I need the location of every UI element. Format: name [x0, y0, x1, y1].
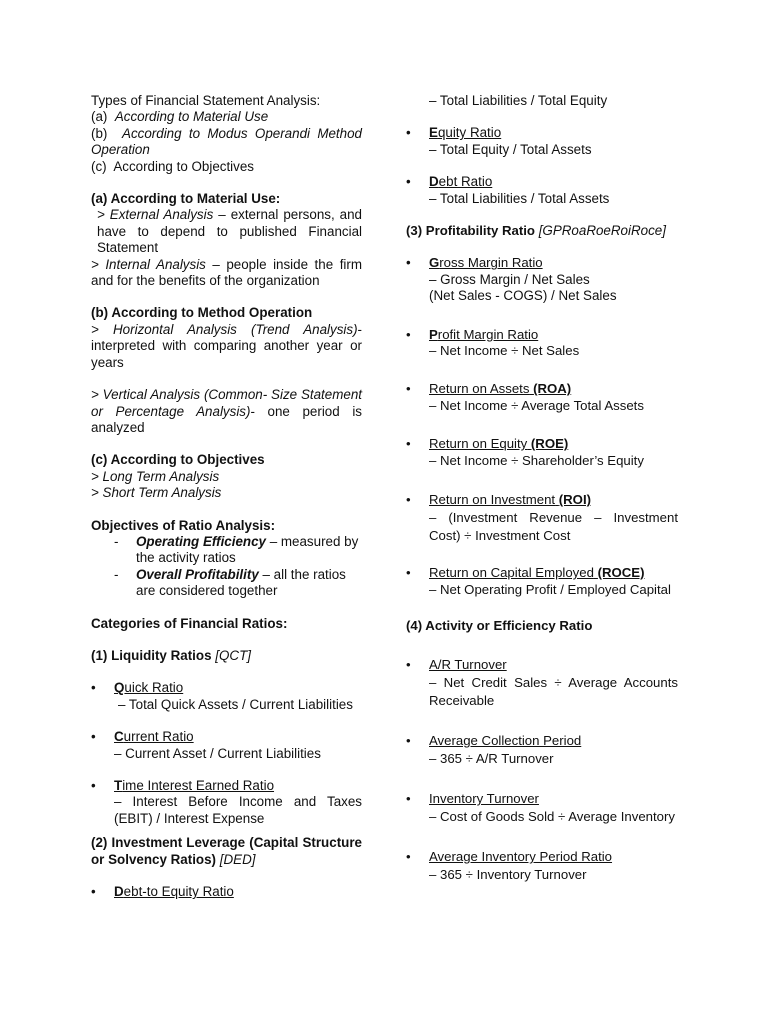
short-term-analysis: > Short Term Analysis	[91, 485, 222, 501]
type-item-b: (b) According to Modus Operandi Method Operation	[91, 125, 362, 158]
bullet-icon: •	[406, 436, 411, 452]
bullet-icon: •	[406, 174, 411, 190]
ratio-objectives-heading: Objectives of Ratio Analysis:	[91, 517, 276, 533]
return-on-equity: • Return on Equity (ROE) – Net Income ÷ Shareholder’s Equity	[406, 436, 644, 468]
bullet-icon: •	[406, 125, 411, 141]
quick-ratio: • Quick Ratio – Total Quick Assets / Current Liabilities	[91, 680, 353, 712]
return-on-capital-employed: • Return on Capital Employed (ROCE) – Net Operating Profit / Employed Capital	[406, 565, 671, 597]
intro-title: Types of Financial Statement Analysis:	[91, 93, 321, 108]
vertical-analysis: > Vertical Analysis (Common- Size Statement or Percentage Analysis)- one period is analyzed	[91, 387, 362, 435]
horizontal-analysis: > Horizontal Analysis (Trend Analysis)- interpreted with comparing another year or years	[91, 321, 362, 370]
method-heading: (b) According to Method Operation	[91, 305, 313, 321]
debt-ratio: • Debt Ratio – Total Liabilities / Total Assets	[406, 174, 610, 206]
bullet-icon: •	[406, 849, 411, 865]
long-term-analysis: > Long Term Analysis	[91, 468, 220, 484]
objectives-heading: (c) According to Objectives	[91, 452, 265, 468]
material-heading: (a) According to Material Use:	[91, 191, 281, 207]
time-interest-earned-ratio: • Time Interest Earned Ratio – Interest Before Income and Taxes (EBIT) / Interest Expense	[91, 778, 362, 826]
type-item-a: (a) According to Material Use	[91, 109, 269, 125]
list-item: - Overall Profitability – all the ratios are considered together	[114, 566, 346, 599]
type-item-c: (c) According to Objectives	[91, 158, 254, 174]
bullet-icon: •	[406, 381, 411, 397]
inventory-turnover: • Inventory Turnover – Cost of Goods Sold ÷ Average Inventory	[406, 791, 675, 825]
return-on-investment: • Return on Investment (ROI) – (Investment Revenue – Investment Cost) ÷ Investment Cost	[406, 492, 678, 544]
profit-margin-ratio: • Profit Margin Ratio – Net Income ÷ Net Sales	[406, 326, 580, 359]
leverage-heading: (2) Investment Leverage (Capital Structure or Solvency Ratios) [DED]	[91, 835, 362, 867]
bullet-icon: •	[91, 680, 96, 696]
activity-heading: (4) Activity or Efficiency Ratio	[406, 617, 593, 633]
profitability-heading: (3) Profitability Ratio [GPRoaRoeRoiRoce]	[406, 223, 666, 239]
left-column	[91, 93, 362, 900]
current-ratio: • Current Ratio – Current Asset / Current Liabilities	[91, 729, 321, 761]
debt-to-equity-formula: – Total Liabilities / Total Equity	[429, 93, 608, 108]
average-collection-period: • Average Collection Period – 365 ÷ A/R Turnover	[406, 733, 582, 767]
bullet-icon: •	[91, 729, 96, 745]
categories-heading: Categories of Financial Ratios:	[91, 615, 288, 631]
right-column	[406, 93, 678, 884]
gross-margin-ratio: • Gross Margin Ratio – Gross Margin / Net Sales (Net Sales - COGS) / Net Sales	[406, 255, 617, 304]
bullet-icon: •	[406, 565, 411, 581]
bullet-icon: •	[406, 326, 411, 342]
liquidity-heading: (1) Liquidity Ratios [QCT]	[91, 647, 251, 663]
debt-to-equity-ratio: • Debt-to Equity Ratio	[91, 884, 234, 900]
average-inventory-period-ratio: • Average Inventory Period Ratio – 365 ÷ Inventory Turnover	[406, 849, 613, 883]
bullet-icon: •	[406, 255, 411, 271]
bullet-icon: •	[406, 492, 411, 508]
bullet-icon: •	[406, 733, 411, 749]
equity-ratio: • Equity Ratio – Total Equity / Total Assets	[406, 125, 592, 157]
internal-analysis: > Internal Analysis – people inside the firm and for the benefits of the organization	[91, 256, 362, 289]
bullet-icon: •	[91, 778, 96, 793]
external-analysis: > External Analysis – external persons, and have to depend to published Financial Statement	[97, 207, 363, 256]
bullet-icon: •	[406, 791, 411, 807]
list-item: - Operating Efficiency – measured by the activity ratios	[114, 533, 359, 566]
return-on-assets: • Return on Assets (ROA) – Net Income ÷ Average Total Assets	[406, 381, 644, 413]
ar-turnover: • A/R Turnover – Net Credit Sales ÷ Average Accounts Receivable	[406, 657, 678, 709]
bullet-icon: •	[91, 884, 96, 900]
bullet-icon: •	[406, 657, 411, 673]
